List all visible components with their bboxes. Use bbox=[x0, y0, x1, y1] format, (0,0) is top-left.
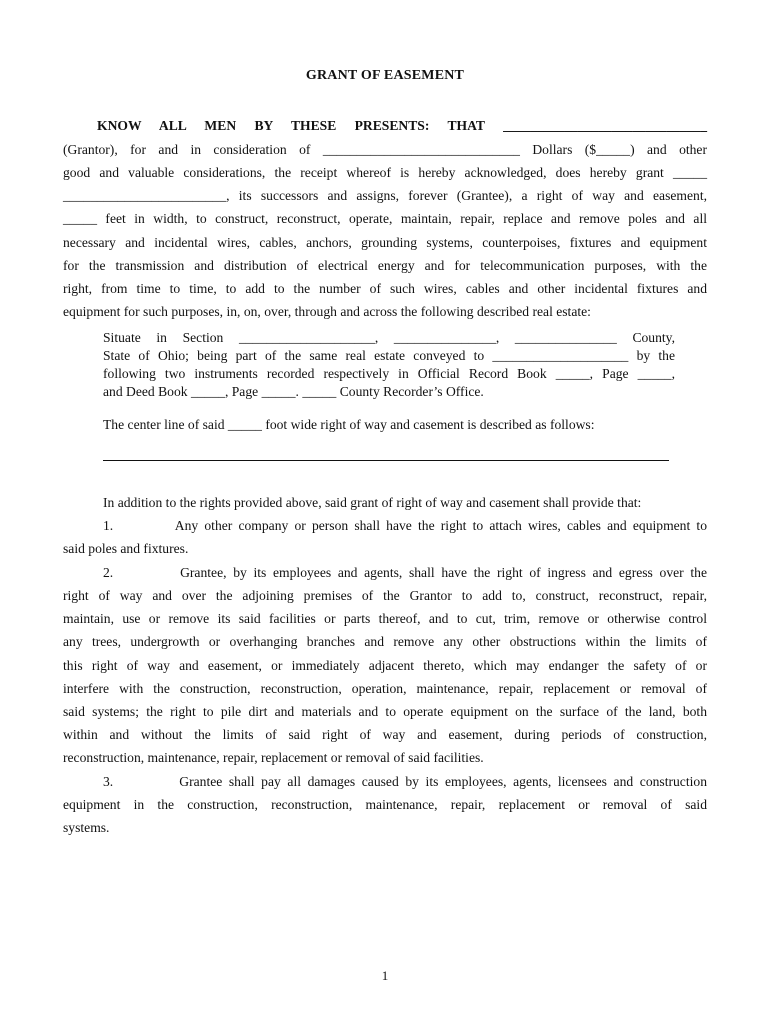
center-line-text: The center line of said _____ foot wide right of way and casement is described as follows: bbox=[103, 417, 595, 432]
property-line-3: following two instruments recorded respectively in Official Record Book _____, Page _____, bbox=[103, 366, 675, 381]
item-2-line-5: this right of way and easement, or immediately adjacent thereto, which may endanger the safety of or bbox=[63, 658, 707, 673]
intro-line-2: (Grantor), for and in consideration of _____________________________ Dollars ($_____) and other bbox=[63, 142, 707, 157]
item-2-line-4: any trees, undergrowth or overhanging branches and remove any other obstructions within the limits of bbox=[63, 634, 707, 649]
item-2-line-6: interfere with the construction, reconstruction, operation, maintenance, repair, replacement or removal of bbox=[63, 681, 707, 696]
intro-line-4: ________________________, its successors and assigns, forever (Grantee), a right of way and easement, bbox=[63, 188, 707, 203]
intro-line-9: equipment for such purposes, in, on, over, through and across the following described real estate: bbox=[63, 304, 591, 319]
intro-line-6: necessary and incidental wires, cables, anchors, grounding systems, counterpoises, fixtures and equipment bbox=[63, 235, 707, 250]
item-2-line-3: maintain, use or remove its said facilities or parts thereof, and to cut, trim, remove or otherwise control bbox=[63, 611, 707, 626]
page-title: GRANT OF EASEMENT bbox=[305, 68, 465, 83]
intro-line-8: right, from time to time, to add to the number of such wires, cables and other incidental fixtures and bbox=[63, 281, 707, 296]
intro-line-7: for the transmission and distribution of electrical energy and for telecommunication purposes, with the bbox=[63, 258, 707, 273]
item-1-line-1: 1. Any other company or person shall have the right to attach wires, cables and equipment to bbox=[103, 518, 707, 533]
item-2-line-8: within and without the limits of said right of way and easement, during periods of construction, bbox=[63, 727, 707, 742]
additional-rights-intro: In addition to the rights provided above, said grant of right of way and casement shall provide that: bbox=[103, 495, 642, 510]
description-blank-line bbox=[103, 460, 669, 461]
page-number: 1 bbox=[381, 968, 389, 983]
item-2-line-9: reconstruction, maintenance, repair, replacement or removal of said facilities. bbox=[63, 750, 484, 765]
item-2-line-2: right of way and over the adjoining premises of the Grantor to add to, construct, reconstruct, repair, bbox=[63, 588, 707, 603]
property-line-2: State of Ohio; being part of the same real estate conveyed to ____________________ by the bbox=[103, 348, 675, 363]
item-3-line-3: systems. bbox=[63, 820, 110, 835]
property-line-1: Situate in Section ____________________, _______________, _______________ County, bbox=[103, 330, 675, 345]
intro-line-1: KNOW ALL MEN BY THESE PRESENTS: THAT ______________________________ bbox=[97, 118, 707, 133]
item-2-line-7: said systems; the right to pile dirt and materials and to operate equipment on the surface of the land, both bbox=[63, 704, 707, 719]
item-3-line-1: 3. Grantee shall pay all damages caused by its employees, agents, licensees and construction bbox=[103, 774, 707, 789]
property-line-4: and Deed Book _____, Page _____. _____ County Recorder’s Office. bbox=[103, 384, 484, 399]
item-1-line-2: said poles and fixtures. bbox=[63, 541, 189, 556]
item-2-line-1: 2. Grantee, by its employees and agents, shall have the right of ingress and egress over the bbox=[103, 565, 707, 580]
intro-line-5: _____ feet in width, to construct, reconstruct, operate, maintain, repair, replace and remove poles and all bbox=[63, 211, 707, 226]
intro-line-3: good and valuable considerations, the receipt whereof is hereby acknowledged, does hereby grant _____ bbox=[63, 165, 707, 180]
item-3-line-2: equipment in the construction, reconstruction, maintenance, repair, replacement or removal of said bbox=[63, 797, 707, 812]
